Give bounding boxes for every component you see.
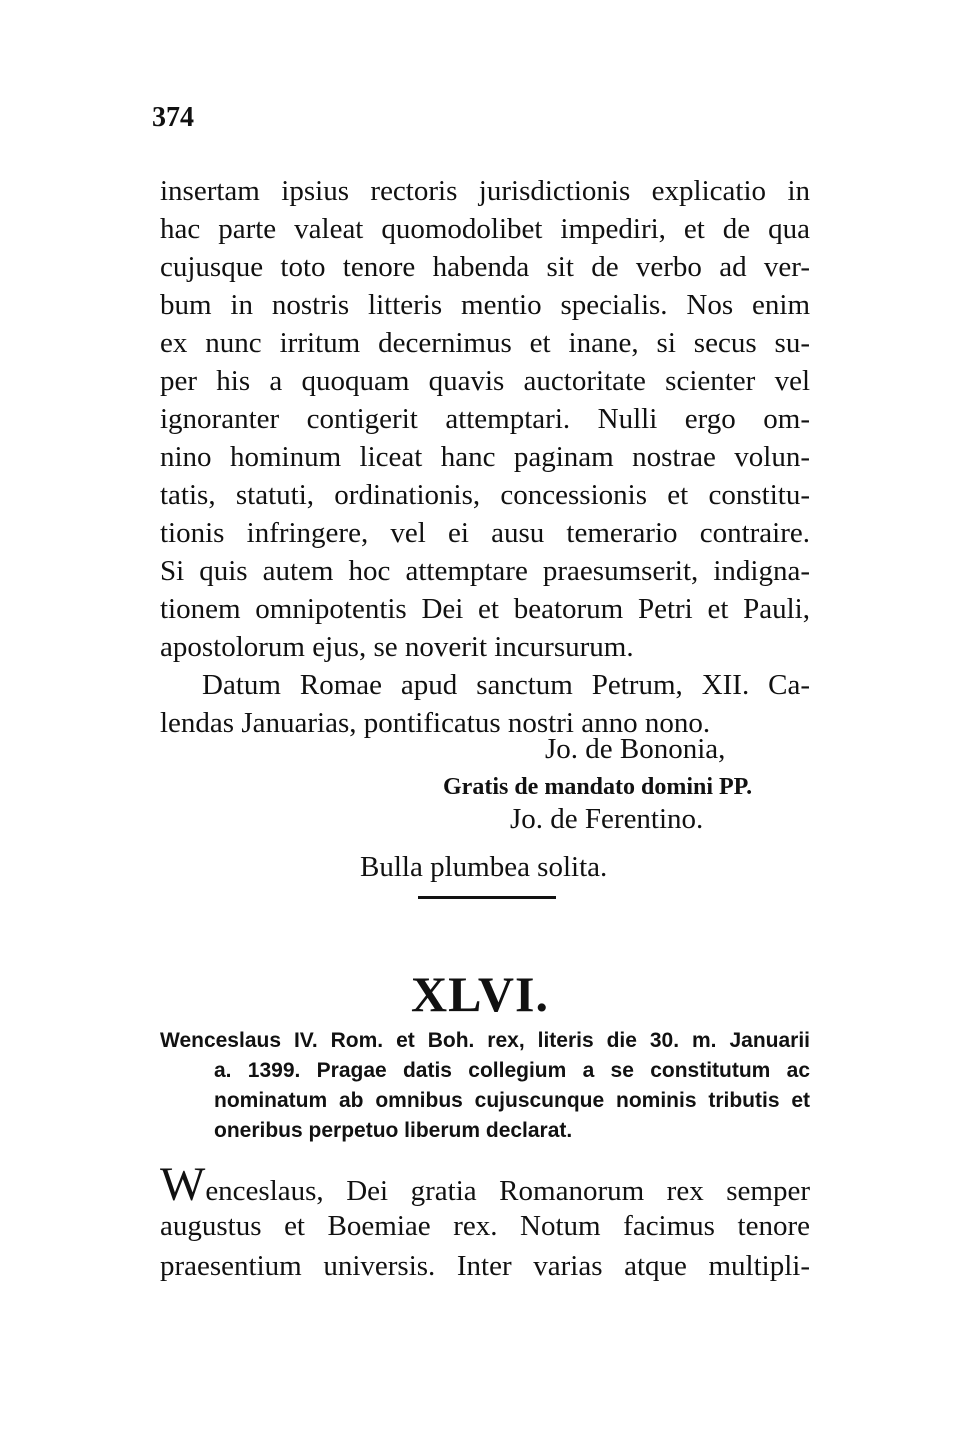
charter-line: praesentium universis. Inter varias atque multipli- (160, 1250, 810, 1282)
text-line: tionem omnipotentis Dei et beatorum Petri et Pauli, (160, 593, 810, 625)
dating-line: lendas Januarias, pontificatus nostri anno nono. (160, 707, 711, 739)
summary-line: nominatum ab omnibus cujuscunque nominis tributis et (214, 1089, 810, 1112)
signature-gratis: Gratis de mandato domini PP. (443, 774, 753, 800)
section-divider (418, 896, 556, 899)
summary-line: oneribus perpetuo liberum declarat. (214, 1119, 573, 1142)
body-text (160, 172, 810, 742)
charter-text (160, 1158, 810, 1286)
dating-line: Datum Romae apud sanctum Petrum, XII. Ca- (202, 669, 810, 701)
signature-second: Jo. de Ferentino. (510, 803, 704, 835)
bulla-note: Bulla plumbea solita. (360, 851, 608, 883)
document-number: XLVI. (411, 966, 549, 1022)
text-line: ex nunc irritum decernimus et inane, si secus su- (160, 327, 810, 359)
signature-first: Jo. de Bononia, (545, 733, 726, 765)
page-number: 374 (152, 102, 194, 133)
summary-line: Wenceslaus IV. Rom. et Boh. rex, literis die 30. m. Januarii (160, 1029, 810, 1052)
document-summary (160, 1026, 810, 1146)
text-line: nino hominum liceat hanc paginam nostrae volun- (160, 441, 810, 473)
text-line: tatis, statuti, ordinationis, concessionis et constitu- (160, 479, 810, 511)
text-line: ignoranter contigerit attemptari. Nulli ergo om- (160, 403, 810, 435)
charter-first-line (160, 1158, 810, 1211)
text-line: tionis infringere, vel ei ausu temerario contraire. (160, 517, 810, 549)
text-line: per his a quoquam quavis auctoritate scienter vel (160, 365, 810, 397)
text-line: bum in nostris litteris mentio specialis. Nos enim (160, 289, 810, 321)
charter-line: augustus et Boemiae rex. Notum facimus tenore (160, 1210, 810, 1242)
charter-first-line-text: enceslaus, Dei gratia Romanorum rex semper (205, 1175, 810, 1207)
summary-line: a. 1399. Pragae datis collegium a se constitutum ac (214, 1059, 810, 1082)
text-line: cujusque toto tenore habenda sit de verbo ad ver- (160, 251, 810, 283)
text-line: hac parte valeat quomodolibet impediri, et de qua (160, 213, 810, 245)
initial-letter: W (160, 1158, 206, 1211)
text-line: apostolorum ejus, se noverit incursurum. (160, 631, 634, 663)
text-line: insertam ipsius rectoris jurisdictionis explicatio in (160, 175, 810, 207)
text-line: Si quis autem hoc attemptare praesumserit, indigna- (160, 555, 810, 587)
